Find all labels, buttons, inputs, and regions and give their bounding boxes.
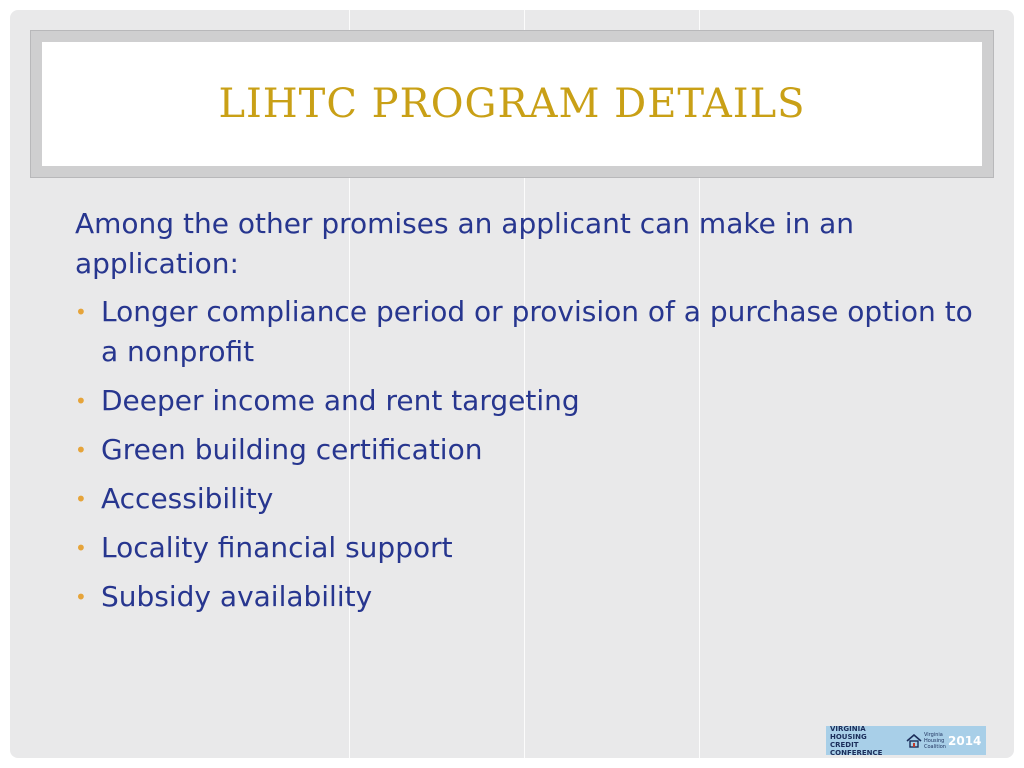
title-box: [42, 42, 982, 166]
bullet-item: [75, 381, 975, 421]
bullet-dot-icon: •: [75, 536, 87, 560]
slide-content: [75, 204, 975, 626]
intro-text: Among the other promises an applicant can make in an application:: [75, 207, 855, 280]
bullet-dot-icon: •: [75, 438, 87, 462]
logo-line-1: VIRGINIA HOUSING: [830, 724, 867, 741]
conference-logo: [826, 726, 986, 755]
bullet-item: [75, 292, 975, 372]
logo-year: 2014: [948, 733, 982, 748]
bullet-dot-icon: •: [75, 487, 87, 511]
bullet-text: Longer compliance period or provision of a purchase option to a nonprofit: [101, 295, 973, 368]
slide-title: LIHTC PROGRAM DETAILS: [218, 81, 806, 127]
bullet-dot-icon: •: [75, 389, 87, 413]
house-icon: [906, 734, 922, 748]
bullet-list: [75, 292, 975, 617]
title-frame: [30, 30, 994, 178]
bullet-item: [75, 479, 975, 519]
bullet-item: [75, 430, 975, 470]
logo-line-2: CREDIT CONFERENCE: [830, 740, 883, 757]
slide: [10, 10, 1014, 758]
bullet-item: [75, 528, 975, 568]
bullet-item: [75, 577, 975, 617]
bullet-text: Subsidy availability: [101, 580, 373, 613]
logo-coalition-text: Virginia Housing Coalition: [924, 731, 946, 750]
bullet-dot-icon: •: [75, 300, 87, 324]
bullet-dot-icon: •: [75, 585, 87, 609]
logo-text: [830, 725, 904, 757]
bullet-text: Deeper income and rent targeting: [101, 384, 580, 417]
bullet-text: Accessibility: [101, 482, 274, 515]
bullet-text: Green building certification: [101, 433, 483, 466]
bullet-text: Locality financial support: [101, 531, 453, 564]
